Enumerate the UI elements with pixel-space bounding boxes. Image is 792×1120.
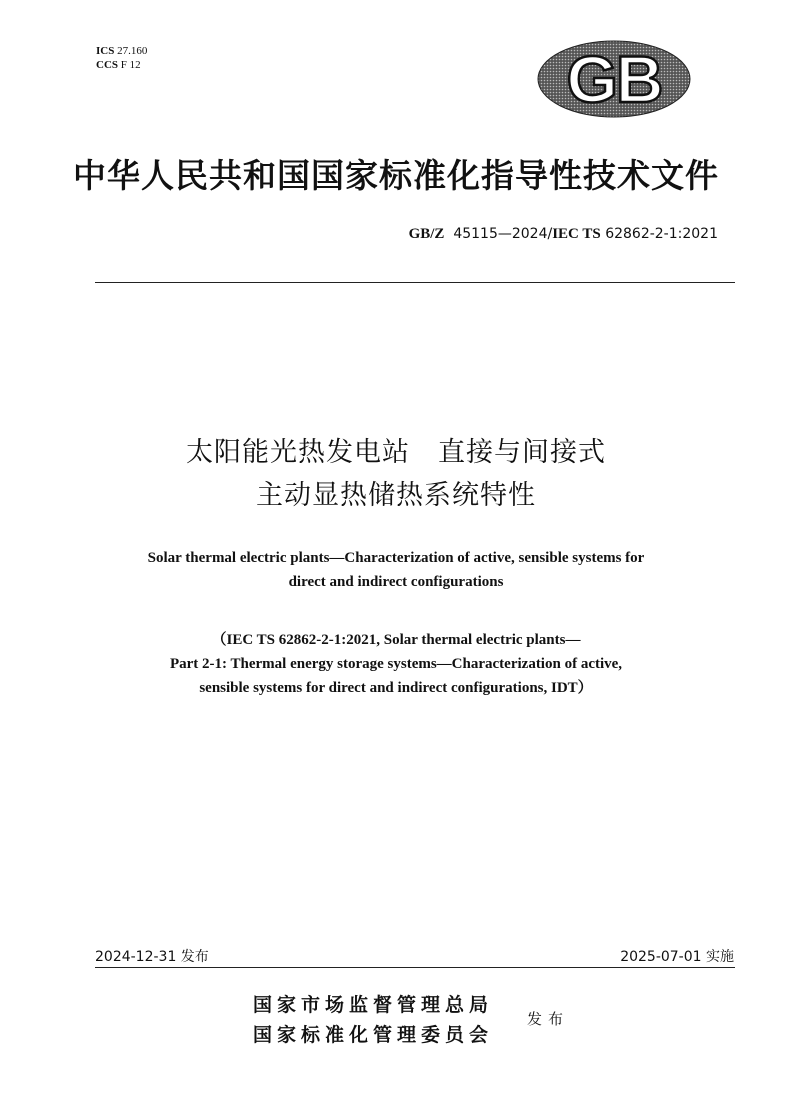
- iec-reference-line-3: sensible systems for direct and indirect configurations, IDT）: [199, 680, 593, 696]
- chinese-title-line-2: 主动显热储热系统特性: [256, 480, 536, 511]
- ccs-code: CCS F 12: [96, 59, 141, 71]
- gb-logo: [537, 40, 691, 118]
- chinese-title-line-1: 太阳能光热发电站 直接与间接式: [186, 437, 606, 468]
- publish-label: 发布: [527, 1010, 570, 1028]
- classification-codes: [96, 44, 147, 72]
- footer-divider: [95, 967, 735, 968]
- standard-number: GB/Z 45115—2024/IEC TS 62862-2-1:2021: [408, 226, 718, 242]
- english-title-line-1: Solar thermal electric plants—Characterization of active, sensible systems for: [147, 550, 645, 566]
- implementation-date: 2025-07-01 实施: [620, 949, 734, 965]
- header-divider: [95, 282, 735, 283]
- issue-date: 2024-12-31 发布: [95, 949, 209, 965]
- iec-reference-line-1: （IEC TS 62862-2-1:2021, Solar thermal electric plants—: [211, 632, 581, 648]
- iec-reference-line-2: Part 2-1: Thermal energy storage systems—Characterization of active,: [169, 656, 623, 672]
- issuer-samr: 国家市场监督管理总局: [253, 994, 494, 1016]
- iec-reference: [60, 628, 732, 700]
- document-type-heading: 中华人民共和国国家标准化指导性技术文件: [73, 156, 719, 195]
- gb-logo-icon: [537, 40, 691, 118]
- issuer-sac: 国家标准化管理委员会: [253, 1024, 494, 1046]
- ics-code: ICS 27.160: [96, 45, 148, 57]
- logo-text: GB: [566, 42, 662, 116]
- english-title-line-2: direct and indirect configurations: [288, 574, 504, 590]
- english-title: [60, 546, 732, 594]
